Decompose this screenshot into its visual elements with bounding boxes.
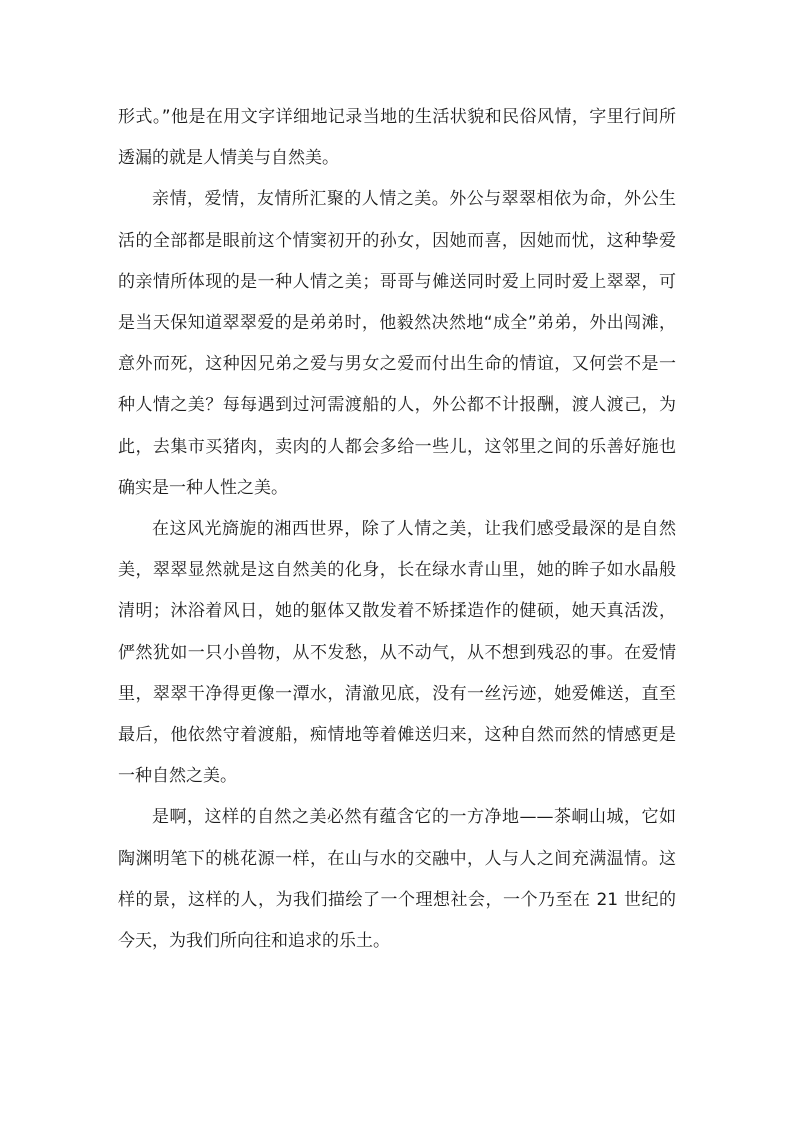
paragraph-2: 亲情，爱情，友情所汇聚的人情之美。外公与翠翠相依为命，外公生活的全部都是眼前这个情窦初开的孙女，因她而喜，因她而忧，这种挚爱的亲情所体现的是一种人情之美；哥哥与傩送同时爱上同时爱上翠翠，可是当天保知道翠翠爱的是弟弟时，他毅然决然地“成全”弟弟，外出闯滩，意外而死，这种因兄弟之爱与男女之爱而付出生命的情谊，又何尝不是一种人情之美？每每遇到过河需渡船的人，外公都不计报酬，渡人渡己，为此，去集市买猪肉，卖肉的人都会多给一些儿，这邻里之间的乐善好施也确实是一种人性之美。 xyxy=(118,189,676,498)
paragraph-3: 在这风光旖旎的湘西世界，除了人情之美，让我们感受最深的是自然美，翠翠显然就是这自然美的化身，长在绿水青山里，她的眸子如水晶般清明；沐浴着风日，她的躯体又散发着不矫揉造作的健硕，她天真活泼，俨然犹如一只小兽物，从不发愁，从不动气，从不想到残忍的事。在爱情里，翠翠干净得更像一潭水，清澈见底，没有一丝污迹，她爱傩送，直至最后，他依然守着渡船，痴情地等着傩送归来，这种自然而然的情感更是一种自然之美。 xyxy=(118,519,676,787)
paragraph-4: 是啊，这样的自然之美必然有蕴含它的一方净地——茶峒山城，它如陶渊明笔下的桃花源一样，在山与水的交融中，人与人之间充满温情。这样的景，这样的人，为我们描绘了一个理想社会，一个乃至在 21 世纪的今天，为我们所向往和追求的乐土。 xyxy=(118,807,676,952)
body-text xyxy=(118,97,676,962)
paragraph-1: 形式。”他是在用文字详细地记录当地的生活状貌和民俗风情，字里行间所透漏的就是人情美与自然美。 xyxy=(118,107,676,169)
